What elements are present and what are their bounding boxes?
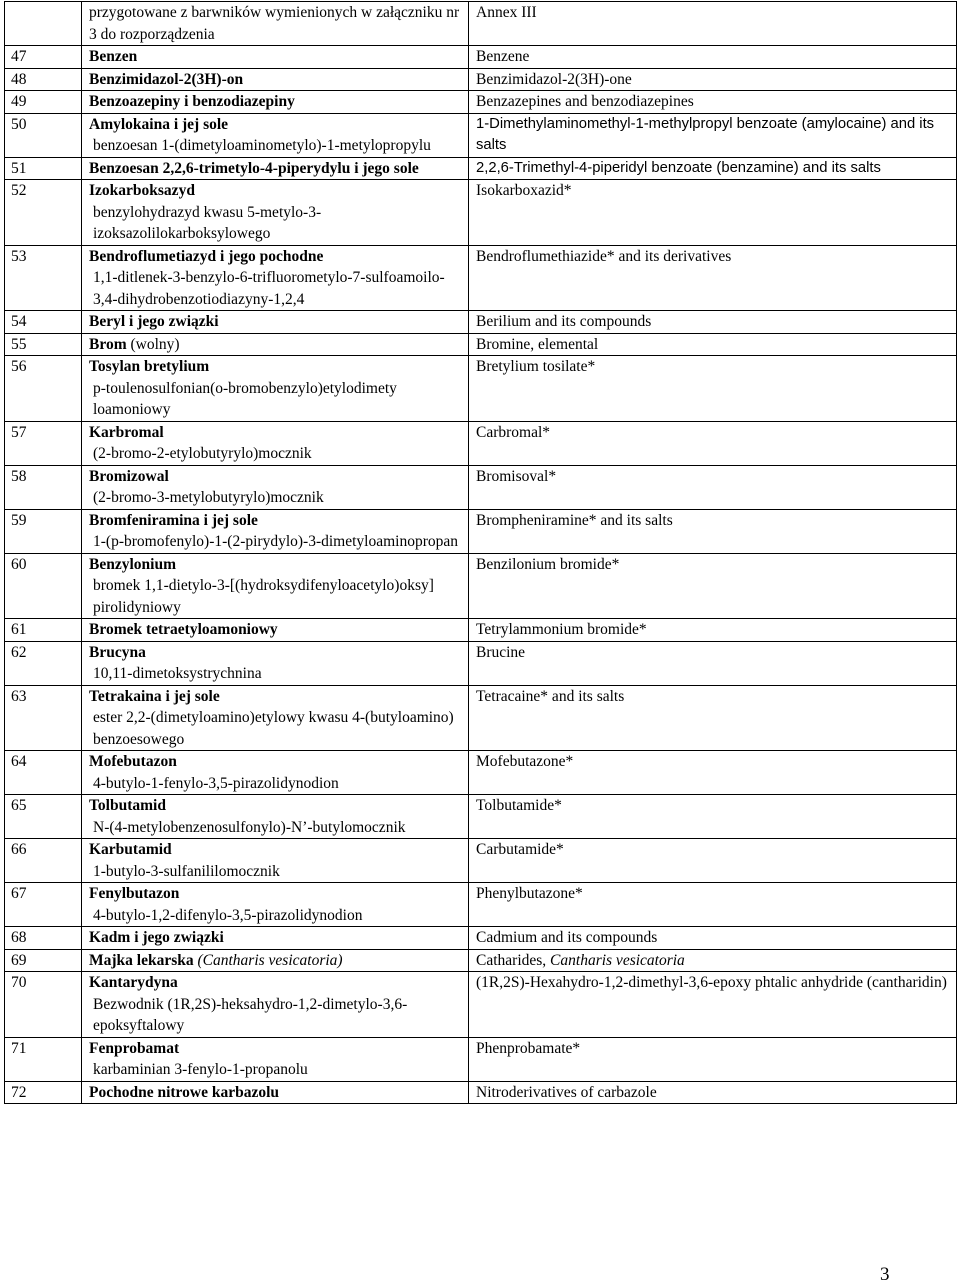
- polish-name-cell: [82, 927, 469, 950]
- latin-name: Cantharis vesicatoria: [550, 951, 685, 969]
- polish-substance-name: Karbutamid: [89, 841, 172, 858]
- polish-name-cell: [82, 553, 469, 619]
- english-name-cell: Bendroflumethiazide* and its derivatives: [469, 245, 957, 311]
- english-name-cell: Brompheniramine* and its salts: [469, 509, 957, 553]
- row-number: 69: [5, 949, 82, 972]
- polish-substance-name: Mofebutazon: [89, 753, 177, 770]
- table-row: [5, 333, 957, 356]
- table-row: [5, 465, 957, 509]
- table-row: [5, 685, 957, 751]
- table-row: [5, 641, 957, 685]
- english-name-cell: Nitroderivatives of carbazole: [469, 1081, 957, 1104]
- polish-name-cell: [82, 46, 469, 69]
- table-row: [5, 113, 957, 157]
- polish-chemical-name: 1-(p-bromofenylo)-1-(2-pirydylo)-3-dimetyloaminopropan: [93, 533, 459, 550]
- polish-chemical-name: karbaminian 3-fenylo-1-propanolu: [93, 1061, 308, 1078]
- polish-chemical-name: (2-bromo-2-etylobutyrylo)mocznik: [93, 445, 312, 462]
- row-number: 65: [5, 795, 82, 839]
- english-name-cell: Carbutamide*: [469, 839, 957, 883]
- table-row: [5, 883, 957, 927]
- row-number: 50: [5, 113, 82, 157]
- english-name-cell: Isokarboxazid*: [469, 180, 957, 246]
- english-name-cell: Tetrylammonium bromide*: [469, 619, 957, 642]
- english-name-cell: Carbromal*: [469, 421, 957, 465]
- english-name-cell: Benzimidazol-2(3H)-one: [469, 68, 957, 91]
- polish-name-cell: [82, 180, 469, 246]
- polish-substance-name: Benzimidazol-2(3H)-on: [89, 70, 244, 88]
- polish-chemical-name: bromek 1,1-dietylo-3-[(hydroksydifenyloacetylo)oksy] pirolidyniowy: [93, 577, 434, 616]
- polish-name-cell: [82, 113, 469, 157]
- polish-chemical-name: p-toulenosulfonian(o-bromobenzylo)etylodimety loamoniowy: [93, 379, 397, 418]
- table-row: [5, 356, 957, 422]
- polish-name-cell: [82, 751, 469, 795]
- polish-substance-name: Majka lekarska: [89, 951, 194, 969]
- row-number: 67: [5, 883, 82, 927]
- polish-substance-name: Benzoazepiny i benzodiazepiny: [89, 93, 295, 110]
- row-number: 54: [5, 311, 82, 334]
- table-row: [5, 927, 957, 950]
- polish-chemical-name: 1-butylo-3-sulfanililomocznik: [93, 862, 280, 880]
- polish-name-cell: [82, 685, 469, 751]
- polish-chemical-name: 1,1-ditlenek-3-benzylo-6-trifluorometylo-7-sulfoamoilo-3,4-dihydrobenzotiodiazyny-1,2,4: [93, 269, 445, 308]
- english-name-cell: Tetracaine* and its salts: [469, 685, 957, 751]
- english-name-cell: Bretylium tosilate*: [469, 356, 957, 422]
- polish-name-cell: [82, 839, 469, 883]
- table-row: [5, 311, 957, 334]
- english-name-cell: Bromisoval*: [469, 465, 957, 509]
- english-name-cell: 1-Dimethylaminomethyl-1-methylpropyl benzoate (amylocaine) and its salts: [469, 113, 957, 157]
- row-number: 56: [5, 356, 82, 422]
- polish-substance-name: Tosylan bretylium: [89, 358, 210, 375]
- polish-chemical-name: 4-butylo-1,2-difenylo-3,5-pirazolidynodion: [93, 906, 363, 924]
- table-row: [5, 421, 957, 465]
- polish-substance-name: Amylokaina i jej sole: [89, 115, 229, 133]
- polish-name-note: (wolny): [130, 335, 180, 353]
- english-name-cell: Phenylbutazone*: [469, 883, 957, 927]
- polish-substance-name: Beryl i jego związki: [89, 313, 219, 330]
- row-number: 57: [5, 421, 82, 465]
- english-name-cell: Phenprobamate*: [469, 1037, 957, 1081]
- table-row: [5, 972, 957, 1038]
- polish-name-cell: [82, 972, 469, 1038]
- polish-chemical-name: ester 2,2-(dimetyloamino)etylowy kwasu 4-(butyloamino) benzoesowego: [93, 709, 454, 748]
- row-number: 61: [5, 619, 82, 642]
- row-number: 51: [5, 157, 82, 180]
- table-row: [5, 180, 957, 246]
- polish-chemical-name: benzylohydrazyd kwasu 5-metylo-3-izoksazolilokarboksylowego: [93, 203, 322, 242]
- polish-name-cell: [82, 795, 469, 839]
- polish-substance-name: Fenylbutazon: [89, 885, 180, 902]
- polish-name-cell: [82, 949, 469, 972]
- polish-name-cell: [82, 333, 469, 356]
- row-number: 72: [5, 1081, 82, 1104]
- row-number: 62: [5, 641, 82, 685]
- english-name-cell: (1R,2S)-Hexahydro-1,2-dimethyl-3,6-epoxy phtalic anhydride (cantharidin): [469, 972, 957, 1038]
- polish-name-cell: [82, 465, 469, 509]
- table-row: [5, 1037, 957, 1081]
- table-row: [5, 157, 957, 180]
- english-name-cell: Brucine: [469, 641, 957, 685]
- table-row: [5, 553, 957, 619]
- english-name-cell: Benzilonium bromide*: [469, 553, 957, 619]
- polish-substance-name: Brucyna: [89, 643, 146, 661]
- polish-chemical-name: 4-butylo-1-fenylo-3,5-pirazolidynodion: [93, 774, 339, 792]
- polish-substance-name: Karbromal: [89, 423, 164, 441]
- polish-name-note: (Cantharis vesicatoria): [197, 951, 343, 969]
- polish-name-cell: [82, 311, 469, 334]
- row-number: 49: [5, 91, 82, 114]
- intro-english-cell: Annex III: [469, 2, 957, 46]
- substances-table: [4, 1, 957, 1104]
- table-row: [5, 245, 957, 311]
- row-number: 58: [5, 465, 82, 509]
- table-row: [5, 619, 957, 642]
- row-number: 64: [5, 751, 82, 795]
- page-number: 3: [880, 1264, 890, 1285]
- polish-name-cell: [82, 91, 469, 114]
- intro-number-cell: [5, 2, 82, 46]
- row-number: 60: [5, 553, 82, 619]
- row-number: 66: [5, 839, 82, 883]
- polish-substance-name: Bromfeniramina i jej sole: [89, 511, 258, 529]
- english-name-cell: Benzazepines and benzodiazepines: [469, 91, 957, 114]
- polish-substance-name: Fenprobamat: [89, 1039, 180, 1057]
- row-number: 63: [5, 685, 82, 751]
- polish-substance-name: Benzoesan 2,2,6-trimetylo-4-piperydylu i jego sole: [89, 159, 419, 177]
- table-row: [5, 949, 957, 972]
- polish-chemical-name: Bezwodnik (1R,2S)-heksahydro-1,2-dimetylo-3,6-epoksyftalowy: [93, 995, 408, 1034]
- polish-name-cell: [82, 356, 469, 422]
- row-number: 59: [5, 509, 82, 553]
- row-number: 70: [5, 972, 82, 1038]
- polish-substance-name: Pochodne nitrowe karbazolu: [89, 1083, 280, 1101]
- polish-name-cell: [82, 641, 469, 685]
- table-row: [5, 751, 957, 795]
- table-row: [5, 68, 957, 91]
- table-row: [5, 1081, 957, 1104]
- polish-chemical-name: N-(4-metylobenzenosulfonylo)-N’-butylomocznik: [93, 818, 406, 836]
- polish-name-cell: [82, 1037, 469, 1081]
- polish-substance-name: Benzen: [89, 48, 138, 65]
- english-name-cell: Cadmium and its compounds: [469, 927, 957, 950]
- polish-chemical-name: benzoesan 1-(dimetyloaminometylo)-1-metylopropylu: [93, 137, 431, 154]
- english-name-cell: Catharides, Cantharis vesicatoria: [469, 949, 957, 972]
- polish-substance-name: Tolbutamid: [89, 797, 166, 814]
- polish-substance-name: Kadm i jego związki: [89, 929, 224, 946]
- english-name-cell: Mofebutazone*: [469, 751, 957, 795]
- polish-name-cell: [82, 1081, 469, 1104]
- polish-name-cell: [82, 245, 469, 311]
- polish-substance-name: Bromizowal: [89, 467, 169, 485]
- polish-substance-name: Tetrakaina i jej sole: [89, 687, 220, 705]
- english-name-cell: Berilium and its compounds: [469, 311, 957, 334]
- polish-name-cell: [82, 421, 469, 465]
- polish-substance-name: Bendroflumetiazyd i jego pochodne: [89, 247, 324, 265]
- english-name-cell: Tolbutamide*: [469, 795, 957, 839]
- row-number: 53: [5, 245, 82, 311]
- polish-name-cell: [82, 883, 469, 927]
- table-row: [5, 795, 957, 839]
- english-name-cell: Benzene: [469, 46, 957, 69]
- polish-substance-name: Izokarboksazyd: [89, 182, 195, 199]
- polish-name-cell: [82, 509, 469, 553]
- intro-row: [5, 2, 957, 46]
- row-number: 47: [5, 46, 82, 69]
- table-row: [5, 839, 957, 883]
- polish-chemical-name: 10,11-dimetoksystrychnina: [93, 665, 262, 682]
- english-name-cell: 2,2,6-Trimethyl-4-piperidyl benzoate (benzamine) and its salts: [469, 157, 957, 180]
- table-row: [5, 91, 957, 114]
- row-number: 71: [5, 1037, 82, 1081]
- polish-substance-name: Kantarydyna: [89, 974, 178, 991]
- polish-chemical-name: (2-bromo-3-metylobutyrylo)mocznik: [93, 489, 324, 506]
- table-row: [5, 46, 957, 69]
- polish-substance-name: Bromek tetraetyloamoniowy: [89, 621, 278, 638]
- polish-name-cell: [82, 619, 469, 642]
- row-number: 68: [5, 927, 82, 950]
- row-number: 55: [5, 333, 82, 356]
- row-number: 48: [5, 68, 82, 91]
- table-row: [5, 509, 957, 553]
- polish-name-cell: [82, 157, 469, 180]
- polish-name-cell: [82, 68, 469, 91]
- intro-polish-cell: przygotowane z barwników wymienionych w załączniku nr 3 do rozporządzenia: [82, 2, 469, 46]
- english-name-cell: Bromine, elemental: [469, 333, 957, 356]
- row-number: 52: [5, 180, 82, 246]
- polish-substance-name: Benzylonium: [89, 555, 176, 573]
- polish-substance-name: Brom: [89, 335, 127, 353]
